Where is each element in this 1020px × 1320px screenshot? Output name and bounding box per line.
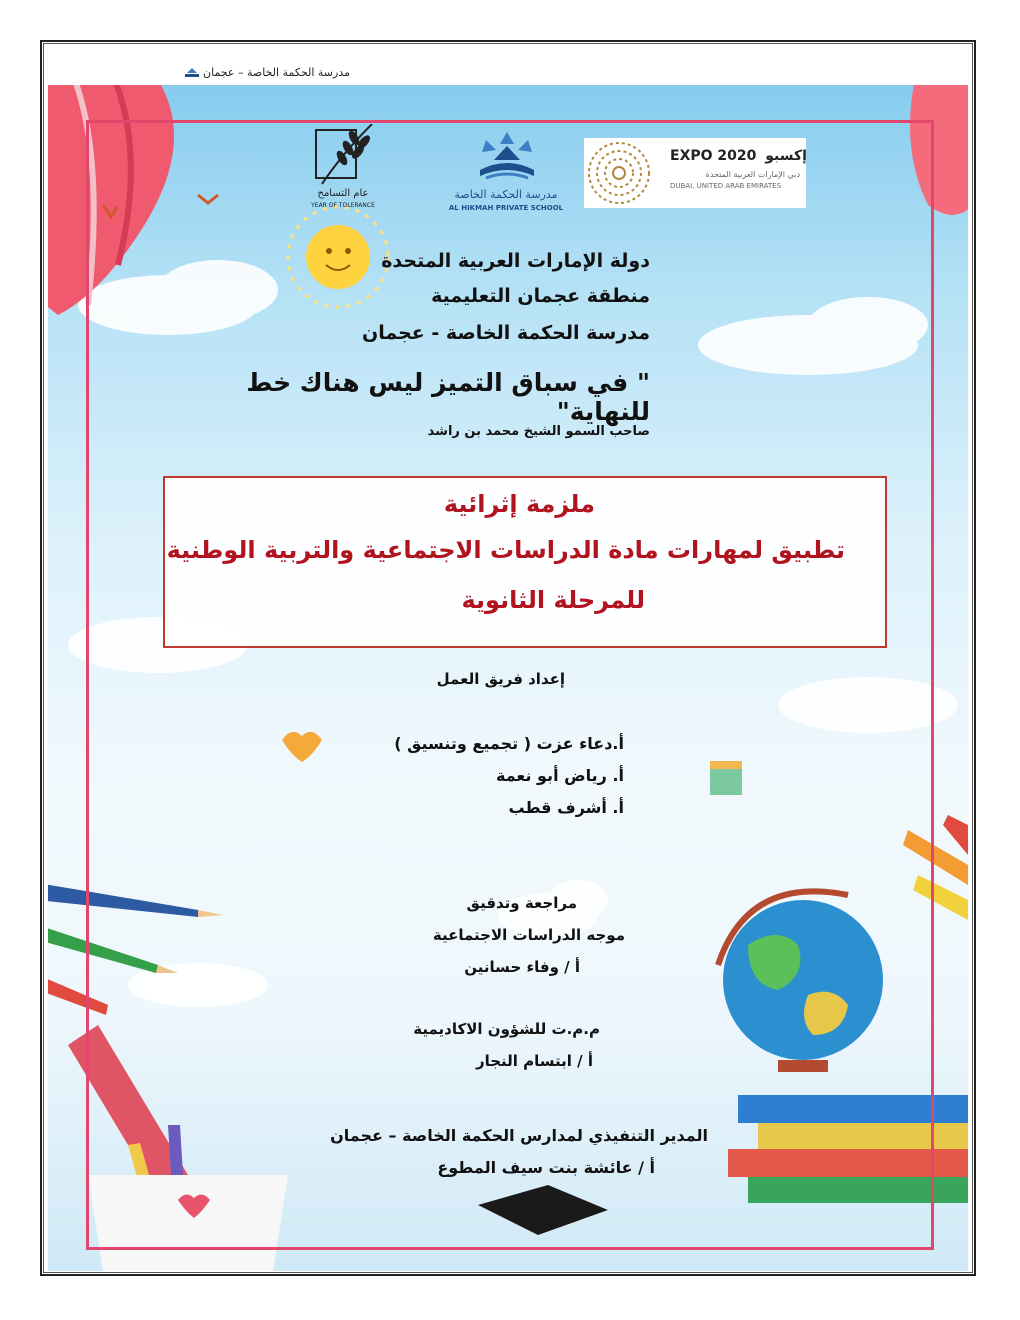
logos-row <box>0 120 1020 230</box>
booklet-line-3: للمرحلة الثانوية <box>461 586 645 614</box>
booklet-line-1: ملزمة إثرائية <box>443 490 595 518</box>
tolerance-ar-text: عام التسامح <box>317 188 369 199</box>
review-name: أ / وفاء حسانين <box>464 958 580 976</box>
school-mini-logo-icon <box>184 67 200 79</box>
executive-role: المدير التنفيذي لمدارس الحكمة الخاصة – عجمان <box>330 1126 708 1145</box>
title-country: دولة الإمارات العربية المتحدة <box>381 250 650 272</box>
header-note-text: مدرسة الحكمة الخاصة – عجمان <box>203 66 350 79</box>
booklet-line-2: تطبيق لمهارات مادة الدراسات الاجتماعية والتربية الوطنية <box>166 536 845 564</box>
expo-sub-ar-text: دبي الإمارات العربية المتحدة <box>705 170 800 179</box>
team-member: أ. أشرف قطب <box>508 798 624 817</box>
executive-name: أ / عائشة بنت سيف المطوع <box>437 1158 655 1177</box>
team-member: أ.دعاء عزت ( تجميع وتنسيق ) <box>394 734 624 753</box>
review-role: موجه الدراسات الاجتماعية <box>432 926 625 944</box>
expo-logo <box>584 138 806 208</box>
academic-name: أ / ابتسام النجار <box>475 1052 593 1070</box>
quote-text: " في سباق التميز ليس هناك خط للنهاية" <box>246 368 650 426</box>
school-emblem-icon <box>472 130 542 186</box>
academic-role: م.م.ت للشؤون الاكاديمية <box>413 1020 600 1038</box>
expo-emblem-icon <box>584 138 654 208</box>
quote-author: صاحب السمو الشيخ محمد بن راشد <box>427 424 650 439</box>
review-title: مراجعة وتدقيق <box>466 894 577 912</box>
expo-sub-en-text: DUBAI, UNITED ARAB EMIRATES <box>670 182 782 190</box>
header-note <box>130 66 350 79</box>
school-logo-en-text: AL HIKMAH PRIVATE SCHOOL <box>448 204 564 212</box>
expo-ar-text: إكسبو <box>765 148 807 164</box>
team-title: إعداد فريق العمل <box>436 670 565 688</box>
tolerance-logo <box>302 124 384 214</box>
title-zone: منطقة عجمان التعليمية <box>431 285 650 307</box>
tolerance-en-text: YEAR OF TOLERANCE <box>311 202 375 209</box>
school-logo <box>442 130 572 220</box>
team-member: أ. رياض أبو نعمة <box>495 766 624 785</box>
booklet-title-box <box>163 476 887 648</box>
title-school: مدرسة الحكمة الخاصة - عجمان <box>362 322 650 344</box>
school-logo-ar-text: مدرسة الحكمة الخاصة <box>454 188 558 201</box>
expo-main-text: EXPO 2020 <box>670 148 757 164</box>
tolerance-emblem-icon <box>302 124 384 186</box>
